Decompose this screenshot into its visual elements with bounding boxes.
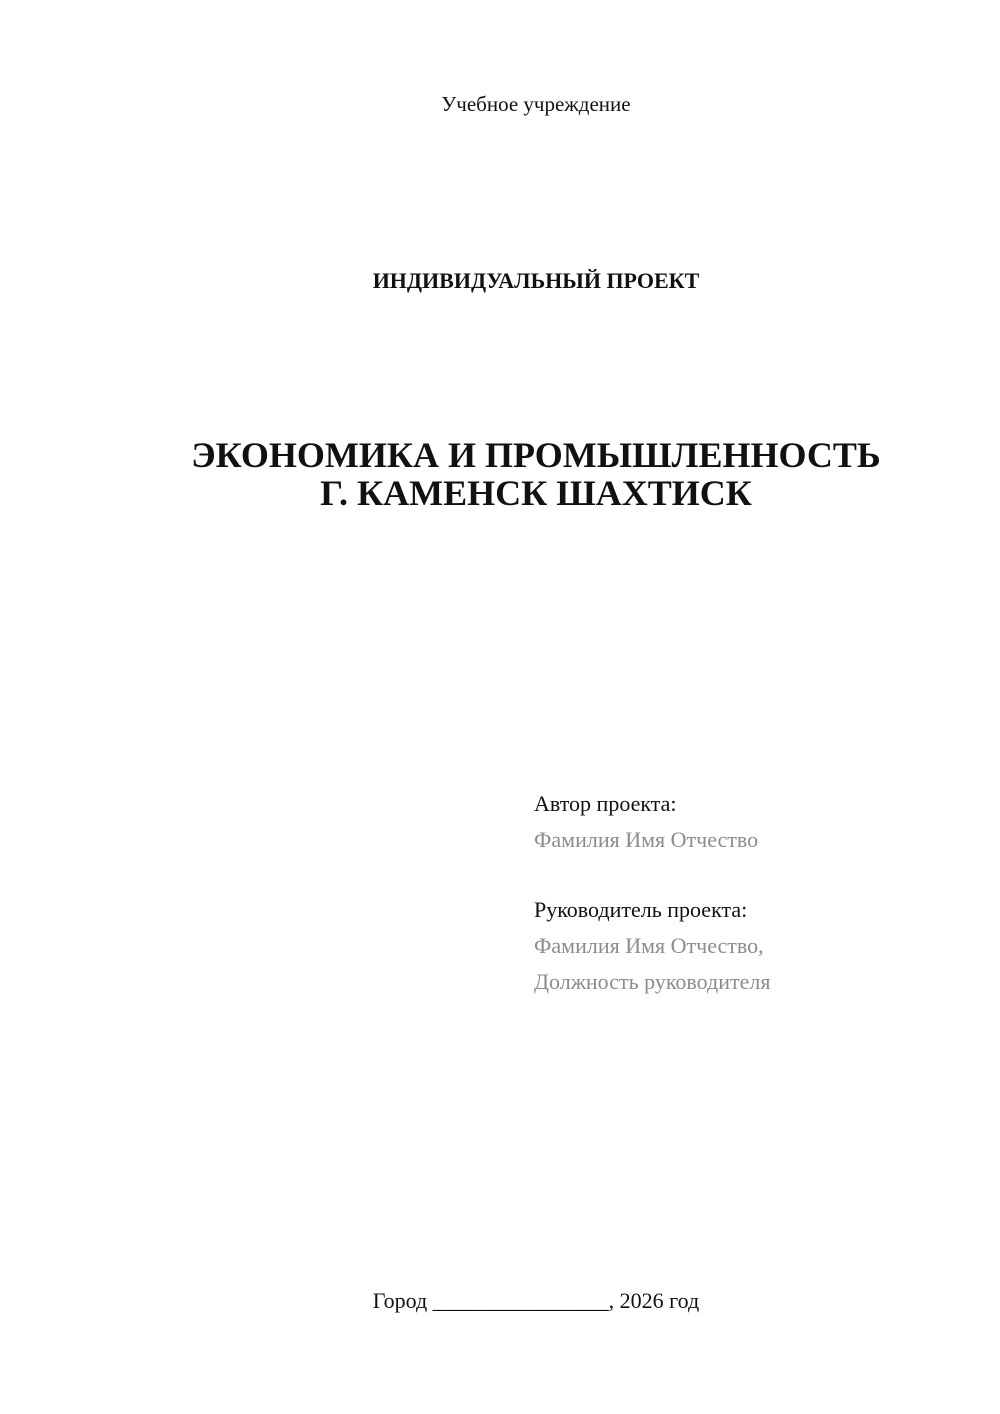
city-year-footer: Город ________________, 2026 год: [372, 1288, 700, 1313]
supervisor-block: [534, 892, 770, 1000]
supervisor-name: Фамилия Имя Отчество,: [534, 933, 764, 958]
institution-name: Учебное учреждение: [441, 92, 631, 116]
author-name: Фамилия Имя Отчество: [534, 827, 759, 852]
project-type-heading: ИНДИВИДУАЛЬНЫЙ ПРОЕКТ: [372, 268, 700, 293]
project-title-line-2: Г. КАМЕНСК ШАХТИСК: [320, 473, 752, 513]
project-title-line-1: ЭКОНОМИКА И ПРОМЫШЛЕННОСТЬ: [191, 435, 881, 475]
project-title: [0, 436, 1000, 512]
author-label: Автор проекта:: [534, 791, 677, 816]
supervisor-position: Должность руководителя: [534, 969, 771, 994]
author-block: [534, 786, 758, 858]
supervisor-label: Руководитель проекта:: [534, 897, 748, 922]
